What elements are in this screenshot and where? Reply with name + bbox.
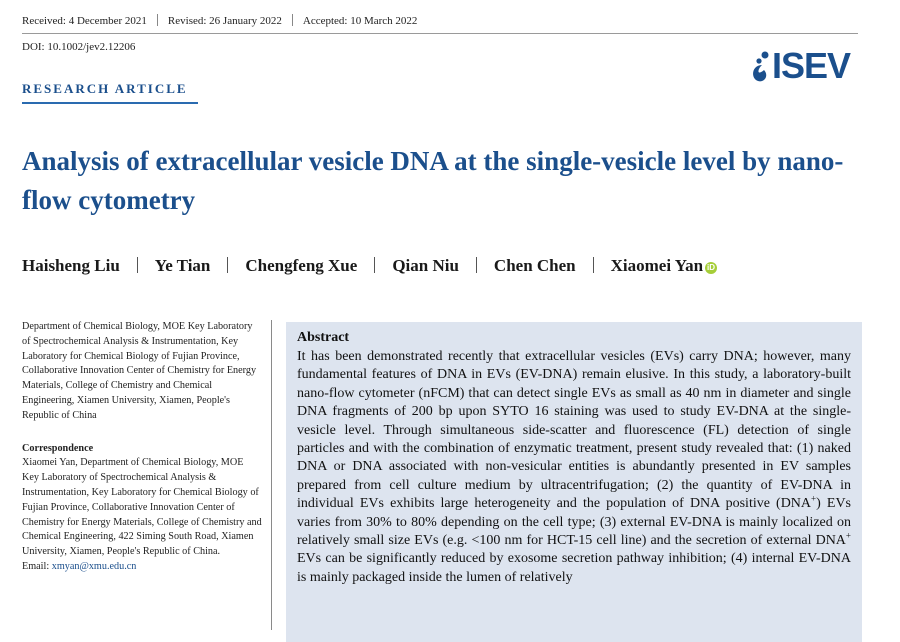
- doi[interactable]: DOI: 10.1002/jev2.12206: [22, 41, 136, 53]
- divider: [137, 257, 138, 273]
- isev-mark-icon: [748, 48, 772, 88]
- divider: [292, 14, 293, 26]
- affiliation-column: [22, 320, 262, 575]
- abstract-part: EVs can be significantly reduced by exosome secretion pathway inhibition; (4) internal EV-DNA is mainly packaged inside the lumen of relatively: [297, 551, 851, 585]
- author-name[interactable]: Qian Niu: [392, 256, 459, 275]
- abstract-box: [286, 322, 862, 642]
- correspondence-text: Xiaomei Yan, Department of Chemical Biology, MOE Key Laboratory of Spectrochemical Analysis & Instrumentation, Key Laboratory for Chemical Biology of Fujian Province, Collaborative Innovation Center of Chemistry for Energy Materials, College of Chemistry and Chemical Engineering, 422 Siming South Road, Xiamen University, Xiamen, People's Republic of China.: [22, 457, 262, 558]
- abstract-part: It has been demonstrated recently that extracellular vesicles (EVs) carry DNA; however, many fundamental features of DNA in EVs (EV-DNA) remain elusive. In this study, a laboratory-built nano-flow cytometer (nFCM) that can detect single EVs as small as 40 nm in diameter and single DNA fragments of 200 bp upon SYTO 16 staining was used to study EV-DNA at the single-vesicle level. Through simultaneous side-scatter and fluorescence (FL) detection of single particles and with the combination of enzymatic treatment, present study revealed that: (1) naked DNA or DNA associated with non-vesicular entities is abundantly presented in EV samples prepared from cell culture medium by ultracentrifugation; (2) the quantity of EV-DNA in individual EVs exhibits large heterogeneity and the population of DNA positive (DNA: [297, 349, 851, 512]
- author-list: [22, 256, 717, 276]
- revised-date: Revised: 26 January 2022: [167, 15, 282, 27]
- article-type-underline: [22, 102, 198, 104]
- divider: [476, 257, 477, 273]
- accepted-date: Accepted: 10 March 2022: [302, 15, 418, 27]
- divider: [374, 257, 375, 273]
- divider: [593, 257, 594, 273]
- author-name[interactable]: Xiaomei Yan: [610, 256, 704, 275]
- received-date: Received: 4 December 2021: [22, 15, 147, 27]
- divider: [157, 14, 158, 26]
- email-link[interactable]: xmyan@xmu.edu.cn: [51, 560, 137, 572]
- superscript: +: [845, 530, 851, 541]
- author-name[interactable]: Haisheng Liu: [22, 256, 120, 275]
- isev-logo[interactable]: [748, 45, 862, 88]
- divider: [227, 257, 228, 273]
- abstract-heading: Abstract: [297, 330, 350, 345]
- correspondence-heading: Correspondence: [22, 442, 94, 454]
- article-history: [22, 14, 417, 27]
- column-divider: [271, 320, 272, 630]
- abstract-part: ) EVs varies from 30% to 80% depending on the cell type; (3) external EV-DNA is mainly localized on relatively small size EVs (e.g. <100 nm for HCT-15 cell line) and the secretion of external DNA: [297, 496, 852, 549]
- logo-text: ISEV: [772, 45, 851, 86]
- affiliation: Department of Chemical Biology, MOE Key Laboratory of Spectrochemical Analysis & Instrumentation, Key Laboratory for Chemical Biology of Fujian Province, Collaborative Innovation Center of Chemistry for Energy Materials, College of Chemistry and Chemical Engineering, Xiamen University, Xiamen, People's Republic of China: [22, 321, 257, 421]
- author-name[interactable]: Ye Tian: [154, 256, 211, 275]
- abstract-text: [297, 348, 851, 587]
- orcid-icon[interactable]: iD: [707, 263, 716, 272]
- article-title: Analysis of extracellular vesicle DNA at the single-vesicle level by nano-flow cytometry: [22, 146, 844, 215]
- author-name[interactable]: Chengfeng Xue: [245, 256, 358, 275]
- superscript: +: [811, 493, 817, 504]
- article-type: RESEARCH ARTICLE: [22, 81, 188, 96]
- header-rule: [22, 33, 858, 34]
- author-name[interactable]: Chen Chen: [493, 256, 576, 275]
- email-label: Email:: [22, 560, 52, 572]
- email-line: [22, 560, 262, 575]
